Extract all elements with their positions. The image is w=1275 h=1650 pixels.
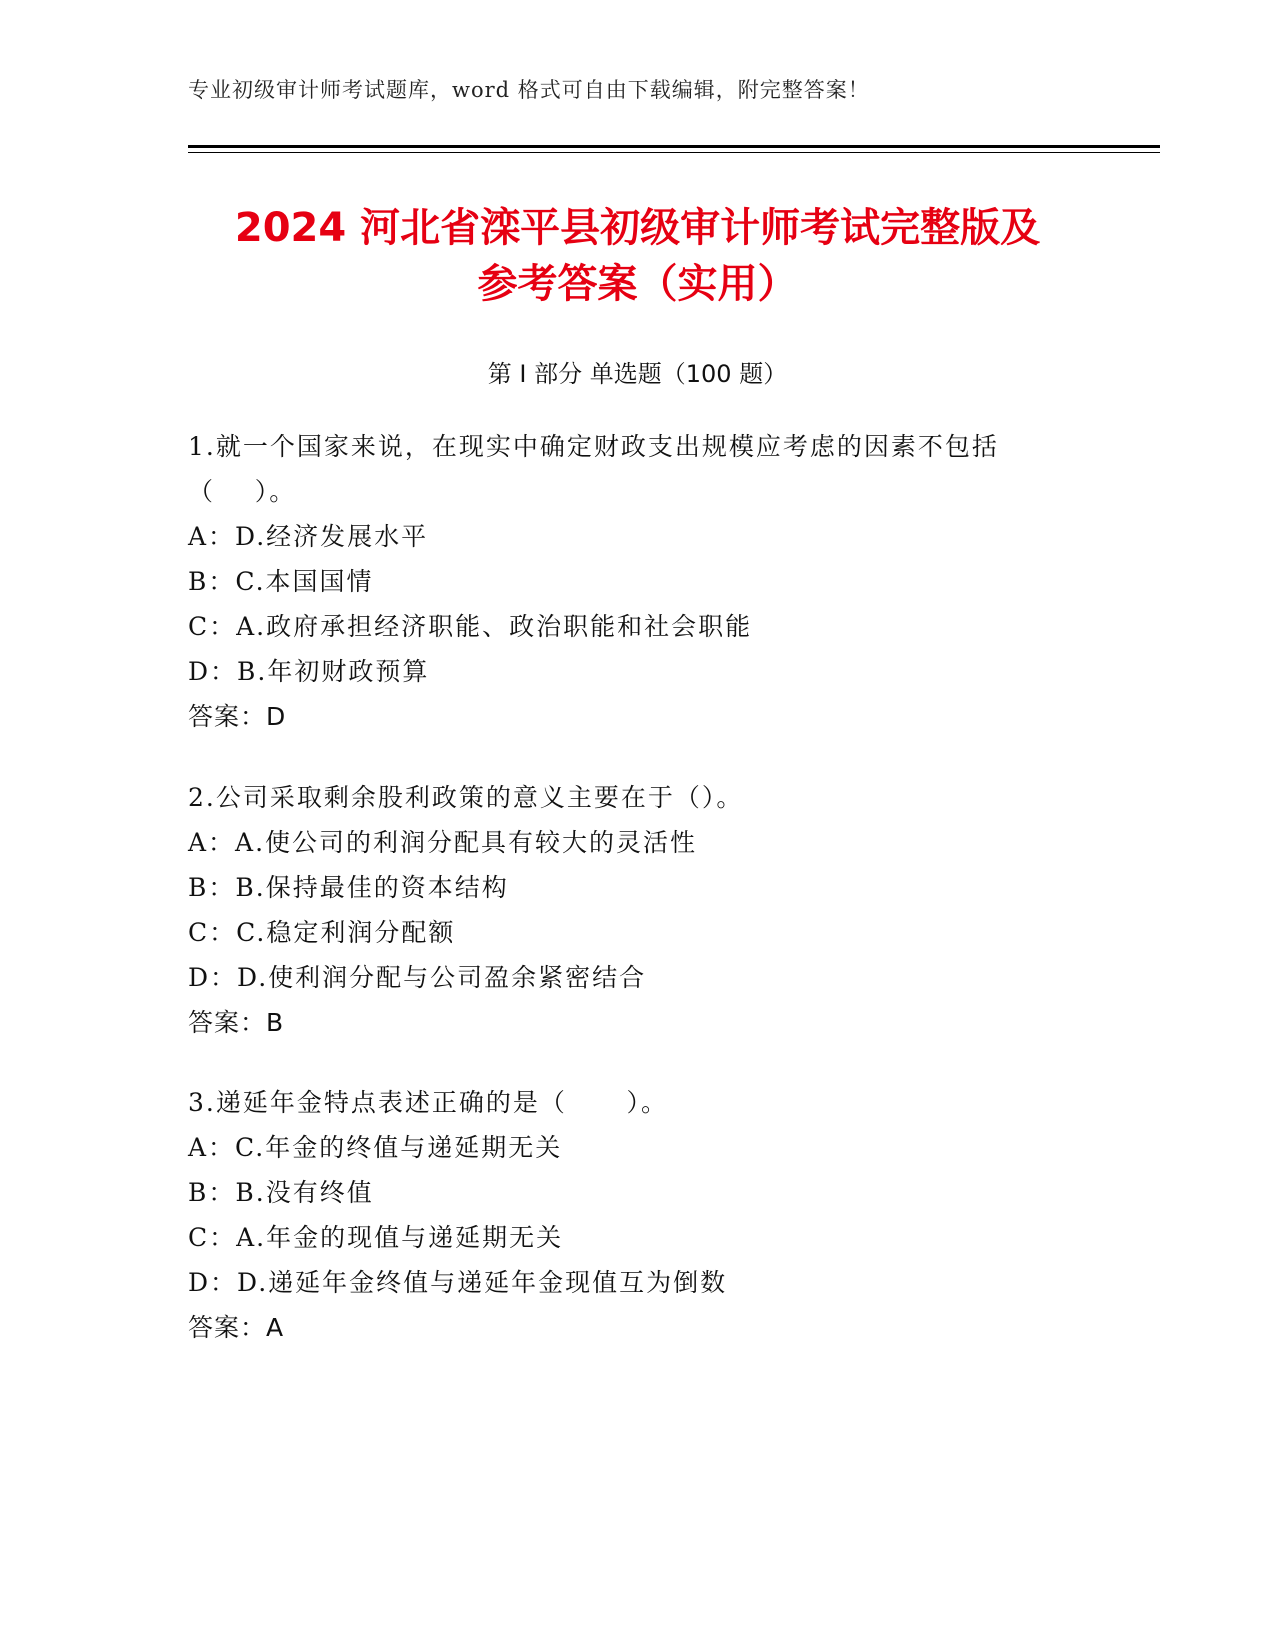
answer-line: 答案：A [188, 1313, 285, 1342]
header-rule-thick [188, 145, 1160, 148]
section-title: 第 I 部分 单选题（100 题） [487, 360, 788, 388]
answer-line: 答案：D [188, 702, 287, 731]
title-line-1: 2024 河北省滦平县初级审计师考试完整版及 [234, 205, 1041, 251]
question-2 [188, 775, 1088, 1045]
question-3 [188, 1080, 1088, 1350]
option-a: A：C.年金的终值与递延期无关 [188, 1133, 563, 1162]
option-d: D：B.年初财政预算 [188, 657, 430, 686]
header-note: 专业初级审计师考试题库，word 格式可自由下载编辑，附完整答案！ [188, 78, 870, 102]
option-b: B：C.本国国情 [188, 567, 374, 596]
question-1 [188, 424, 1088, 739]
option-d: D：D.递延年金终值与递延年金现值互为倒数 [188, 1268, 728, 1297]
question-stem: 2.公司采取剩余股利政策的意义主要在于（）。 [188, 783, 744, 812]
option-a: A：D.经济发展水平 [188, 522, 429, 551]
answer-line: 答案：B [188, 1008, 285, 1037]
option-c: C：A.政府承担经济职能、政治职能和社会职能 [188, 612, 753, 641]
question-stem: 1.就一个国家来说，在现实中确定财政支出规模应考虑的因素不包括 [188, 432, 999, 461]
option-b: B：B.保持最佳的资本结构 [188, 873, 509, 902]
question-stem-cont: （ ）。 [188, 477, 297, 506]
option-c: C：A.年金的现值与递延期无关 [188, 1223, 564, 1252]
option-a: A：A.使公司的利润分配具有较大的灵活性 [188, 828, 698, 857]
option-c: C：C.稳定利润分配额 [188, 918, 456, 947]
option-b: B：B.没有终值 [188, 1178, 374, 1207]
header-rule-thin [188, 152, 1160, 153]
option-d: D：D.使利润分配与公司盈余紧密结合 [188, 963, 647, 992]
title-line-2: 参考答案（实用） [477, 261, 798, 307]
question-stem: 3.递延年金特点表述正确的是（ ）。 [188, 1088, 669, 1117]
document-title [120, 200, 1155, 312]
